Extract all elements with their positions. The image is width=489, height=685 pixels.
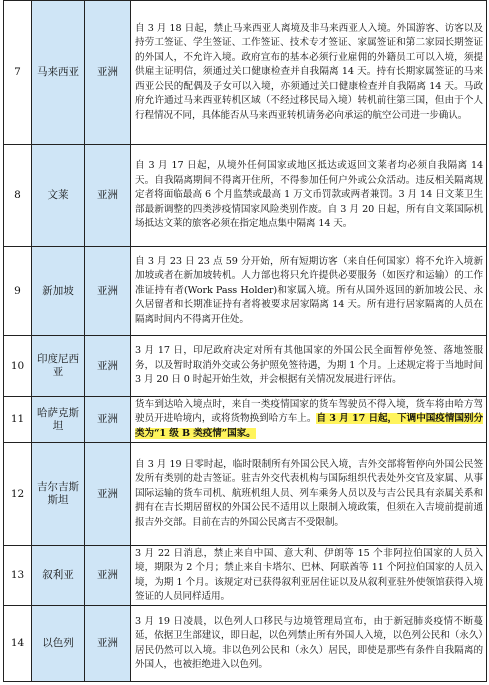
measure-text: 3 月 19 日凌晨，以色列人口移民与边境管理局宣布，由于新冠肺炎疫情不断蔓延，依据卫生部建议，即日起，以色列禁止所有外国人入境，以色列公民和（永久）居民仍然可以入境。非以色列公民和（永久）居民，即使是那些有条件自我隔离的外国人，也被拒绝进入以色列。 xyxy=(131,606,487,682)
measure-text: 自 3 月 19 日零时起，临时限制所有外国公民入境，吉外交部将暂停向外国公民签发所有类别的赴吉签证。驻吉外交代表机构与国际组织代表处外交官及家属、从事国际运输的货车司机、航班机组人员、列车乘务人员以及与吉公民具有亲属关系和拥有在吉长期居留权的外国公民不适用以上限制入境政策，但须在入吉境前提前通报吉外交部。目前在吉的外国公民离吉不受限制。 xyxy=(131,443,487,546)
row-index: 14 xyxy=(4,606,32,682)
measure-text: 货车到达哈入境点时，来自一类疫情国家的货车驾驶员不得入境，货车将由哈方驾驶员开进哈境内，或将货物换到哈方车上。 xyxy=(135,398,483,425)
row-index: 9 xyxy=(4,247,32,336)
country-name: 新加坡 xyxy=(42,284,74,297)
measure-cell xyxy=(131,397,487,443)
region-cell: 亚洲 xyxy=(85,336,131,397)
highlighted-notice: 自 3 月 17 日起，下调中国疫情国别分类为“1 级 B 类疫情”国家。 xyxy=(135,413,483,439)
row-index: 8 xyxy=(4,145,32,247)
country-name: 印度尼西亚 xyxy=(37,353,79,378)
measure-text: 3 月 22 日消息，禁止来自中国、意大利、伊朗等 15 个非阿拉伯国家的人员入境，期限为 2 个月；禁止来自卡塔尔、巴林、阿联酋等 11 个阿拉伯国家的人员入境，为期 1 个月。该规定对已获得叙利亚居住证以及从叙利亚驻外使领馆获得入境签证的人员同样适用。 xyxy=(131,546,487,606)
country-cell xyxy=(32,145,85,247)
country-name: 哈萨克斯坦 xyxy=(37,406,79,432)
country-name: 以色列 xyxy=(42,637,74,649)
row-index: 7 xyxy=(4,1,32,145)
country-cell xyxy=(32,397,85,443)
region-cell: 亚洲 xyxy=(85,606,131,682)
region-cell: 亚洲 xyxy=(85,145,131,247)
table-row xyxy=(4,145,487,247)
table-row xyxy=(4,336,487,397)
country-name: 叙利亚 xyxy=(42,569,74,581)
region-cell: 亚洲 xyxy=(85,443,131,546)
measure-text: 自 3 月 17 日起，从境外任何国家或地区抵达或返回文莱者均必须自我隔离 14 天。自我隔离期间不得离开住所，不得参加任何户外或公众活动。违反相关隔离规定者将面临最高 6 个月监禁或最高 1 万文币罚款或两者兼罚。3 月 14 日文莱卫生部最新调整的四类涉疫情国家风险类别作废。自 3 月 20 日起，所有自文莱国际机场抵达文莱的旅客必须在指定地点集中隔离 14 天。 xyxy=(131,145,487,247)
row-index: 11 xyxy=(4,397,32,443)
country-name: 马来西亚 xyxy=(37,66,79,78)
measure-text: 自 3 月 23 日 23 点 59 分开始，所有短期访客（来自任何国家）将不允许入境新加坡或者在新加坡转机。人力部也将只允许提供必要服务（如医疗和运输）的工作准证持有者(Work Pass Holder)和家属入境。所有从国外返回的新加坡公民、永久居留者和长期准证持有者将被要求居家隔离 14 天。所有进行居家隔离的人员在隔离时间内不得离开住处。 xyxy=(131,247,487,336)
table-row xyxy=(4,1,487,145)
row-index: 12 xyxy=(4,443,32,546)
region-cell: 亚洲 xyxy=(85,247,131,336)
table-row xyxy=(4,247,487,336)
country-cell xyxy=(32,546,85,606)
entry-restrictions-table xyxy=(3,0,487,682)
measure-text: 自 3 月 18 日起，禁止马来西亚人离境及非马来西亚人入境。外国游客、访客以及持劳工签证、学生签证、工作签证、技术专才签证、家属签证和第二家园长期签证的外国人，不允许入境。政府宣布的基本必须行业雇佣的外籍员工可以入境，须提供雇主证明信，须通过关口健康检查并自我隔离 14 天。持有长期家属签证的马来西亚公民的配偶及子女可以入境，亦须通过关口健康检查并自我隔离 14 天。马政府允许通过马来西亚转机区域（不经过移民局入境）转机前往第三国，但由于个人行程情况不同，具体能否从马来西亚转机请务必向承运的航空公司进一步确认。 xyxy=(131,1,487,145)
table-row xyxy=(4,546,487,606)
row-index: 10 xyxy=(4,336,32,397)
country-cell xyxy=(32,336,85,397)
table-row xyxy=(4,443,487,546)
country-name: 吉尔吉斯斯坦 xyxy=(37,481,79,506)
measure-text: 3 月 17 日，印尼政府决定对所有其他国家的外国公民全面暂停免签、落地签服务，以及暂时取消外交或公务护照免签待遇，为期 1 个月。上述规定将于当地时间 3 月 20 日 0 时起开始生效，并会根据有关情况发展进行评估。 xyxy=(131,336,487,397)
region-cell: 亚洲 xyxy=(85,397,131,443)
table-row xyxy=(4,606,487,682)
country-cell xyxy=(32,443,85,546)
region-cell: 亚洲 xyxy=(85,1,131,145)
table-row xyxy=(4,397,487,443)
row-index: 13 xyxy=(4,546,32,606)
region-cell: 亚洲 xyxy=(85,546,131,606)
country-cell xyxy=(32,606,85,682)
country-cell xyxy=(32,247,85,336)
country-cell xyxy=(32,1,85,145)
country-name: 文莱 xyxy=(47,189,69,201)
